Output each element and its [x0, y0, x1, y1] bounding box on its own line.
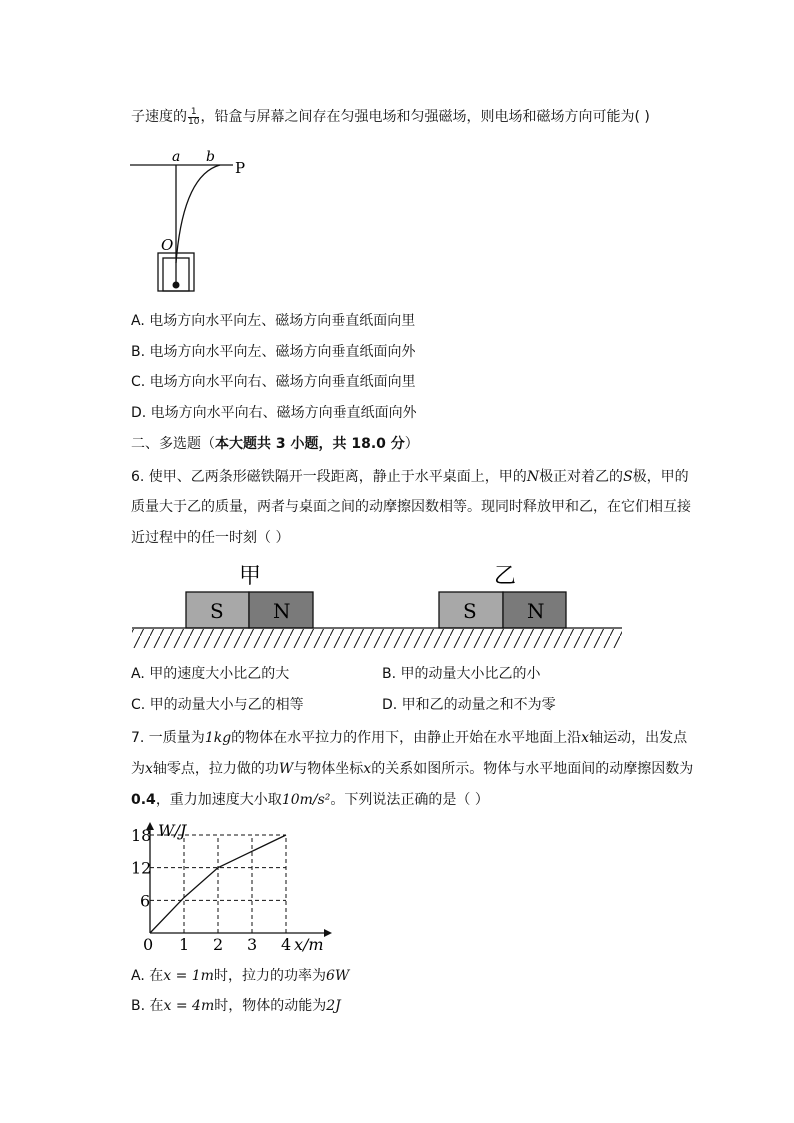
q7-t1: 7. 一质量为: [131, 730, 205, 746]
q7-W: W: [278, 761, 294, 777]
chart-ticks: [131, 826, 291, 954]
x-axis-label: x/m: [294, 935, 324, 954]
magnet-yi-n-label: N: [527, 599, 545, 623]
q7-b-x: x = 4m: [163, 998, 215, 1014]
section-header: [131, 434, 419, 454]
q5-stem-post: ，铅盒与屏幕之间存在匀强电场和匀强磁场，则电场和磁场方向可能为( ): [200, 109, 650, 125]
q7-chart: [128, 818, 338, 958]
q7-x1: x: [581, 730, 590, 746]
y-tick-label: 12: [131, 858, 152, 878]
section-title: 二、多选题（: [131, 436, 215, 452]
label-yi: 乙: [494, 564, 517, 589]
q7-t6: 与物体坐标: [293, 761, 364, 777]
fraction-numerator: 1: [188, 108, 199, 118]
q7-b-pre: B. 在: [131, 998, 164, 1014]
q7-option-b[interactable]: [131, 996, 341, 1016]
q7-t4: 为: [131, 761, 145, 777]
q7-a-x: x = 1m: [163, 968, 214, 984]
x-tick-label: 4: [281, 935, 292, 954]
q6-text-1: 6. 使甲、乙两条形磁铁隔开一段距离，静止于水平桌面上，甲的: [131, 469, 527, 485]
magnet-yi-s-label: S: [463, 599, 477, 623]
q7-t3: 轴运动，出发点: [589, 730, 688, 746]
x-tick-label: 2: [213, 935, 224, 954]
q7-stem-line2: [131, 759, 693, 779]
y-tick-label: 18: [131, 826, 152, 845]
q7-t9: 。下列说法正确的是（ ）: [330, 792, 489, 808]
q7-stem-line1: [131, 728, 687, 748]
q5-fraction: [188, 108, 199, 127]
fraction-denominator: 10: [188, 116, 200, 127]
y-tick-label: 6: [140, 891, 151, 911]
q6-option-a[interactable]: A. 甲的速度大小比乙的大: [131, 666, 290, 682]
x-axis-arrow: [324, 929, 332, 937]
q7-a-pre: A. 在: [131, 968, 164, 984]
x-tick-label: 0: [143, 935, 154, 954]
q5-stem-line: [131, 107, 650, 127]
q6-option-d[interactable]: D. 甲和乙的动量之和不为零: [382, 697, 556, 713]
label-jia: 甲: [239, 564, 262, 589]
q7-a-val: 6W: [325, 968, 350, 984]
q7-mass: 1kg: [204, 730, 232, 746]
q6-figure: [130, 556, 625, 656]
table-hatch: [132, 629, 622, 648]
chart-grid: [150, 835, 286, 933]
q6-S: S: [623, 469, 633, 485]
q7-t5: 轴零点，拉力做的功: [152, 761, 279, 777]
magnet-jia-s-label: S: [210, 599, 224, 623]
q7-option-a[interactable]: [131, 966, 349, 986]
q7-a-mid: 时，拉力的功率为: [213, 968, 326, 984]
section-end: ）: [404, 436, 419, 452]
label-a: a: [172, 149, 181, 165]
q6-option-b[interactable]: B. 甲的动量大小比乙的小: [382, 666, 541, 682]
q5-option-b[interactable]: B. 电场方向水平向左、磁场方向垂直纸面向外: [131, 344, 416, 360]
q6-text-3: 极，甲的: [632, 469, 689, 485]
q6-stem-line1: [131, 467, 689, 487]
q5-figure: [128, 145, 258, 295]
x-tick-label: 3: [247, 935, 258, 954]
q7-b-val: 2J: [326, 998, 341, 1014]
q6-option-c[interactable]: C. 甲的动量大小与乙的相等: [131, 697, 304, 713]
q7-x2: x: [145, 761, 153, 777]
label-O: O: [161, 236, 174, 254]
magnet-jia-n-label: N: [273, 599, 291, 623]
x-tick-label: 1: [179, 935, 190, 954]
source-dot: [173, 282, 180, 289]
section-detail: 本大题共 3 小题，共 18.0 分: [215, 436, 405, 452]
q7-t8: ，重力加速度大小取: [155, 792, 282, 808]
q7-mu: 0.4: [131, 792, 156, 808]
q7-t7: 的关系如图所示。物体与水平地面间的动摩擦因数为: [371, 761, 694, 777]
q5-option-d[interactable]: D. 电场方向水平向右、磁场方向垂直纸面向外: [131, 405, 417, 421]
q6-stem-line3: 近过程中的任一时刻（ ）: [131, 530, 290, 546]
q7-g: 10m/s²: [281, 792, 331, 808]
q6-N: N: [526, 469, 540, 485]
curved-track: [176, 165, 220, 263]
q6-text-2: 极正对着乙的: [539, 469, 624, 485]
q7-t2: 的物体在水平拉力的作用下，由静止开始在水平地面上沿: [231, 730, 582, 746]
q5-option-c[interactable]: C. 电场方向水平向右、磁场方向垂直纸面向里: [131, 374, 416, 390]
q6-stem-line2: 质量大于乙的质量，两者与桌面之间的动摩擦因数相等。现同时释放甲和乙，在它们相互接: [131, 499, 691, 515]
q7-x3: x: [363, 761, 372, 777]
q7-b-mid: 时，物体的动能为: [214, 998, 327, 1014]
q5-stem-pre: 子速度的: [131, 109, 187, 125]
label-P: P: [235, 159, 246, 177]
q7-stem-line3: [131, 790, 489, 810]
y-axis-label: W/J: [158, 821, 187, 840]
q5-option-a[interactable]: A. 电场方向水平向左、磁场方向垂直纸面向里: [131, 313, 416, 329]
label-b: b: [206, 149, 215, 165]
